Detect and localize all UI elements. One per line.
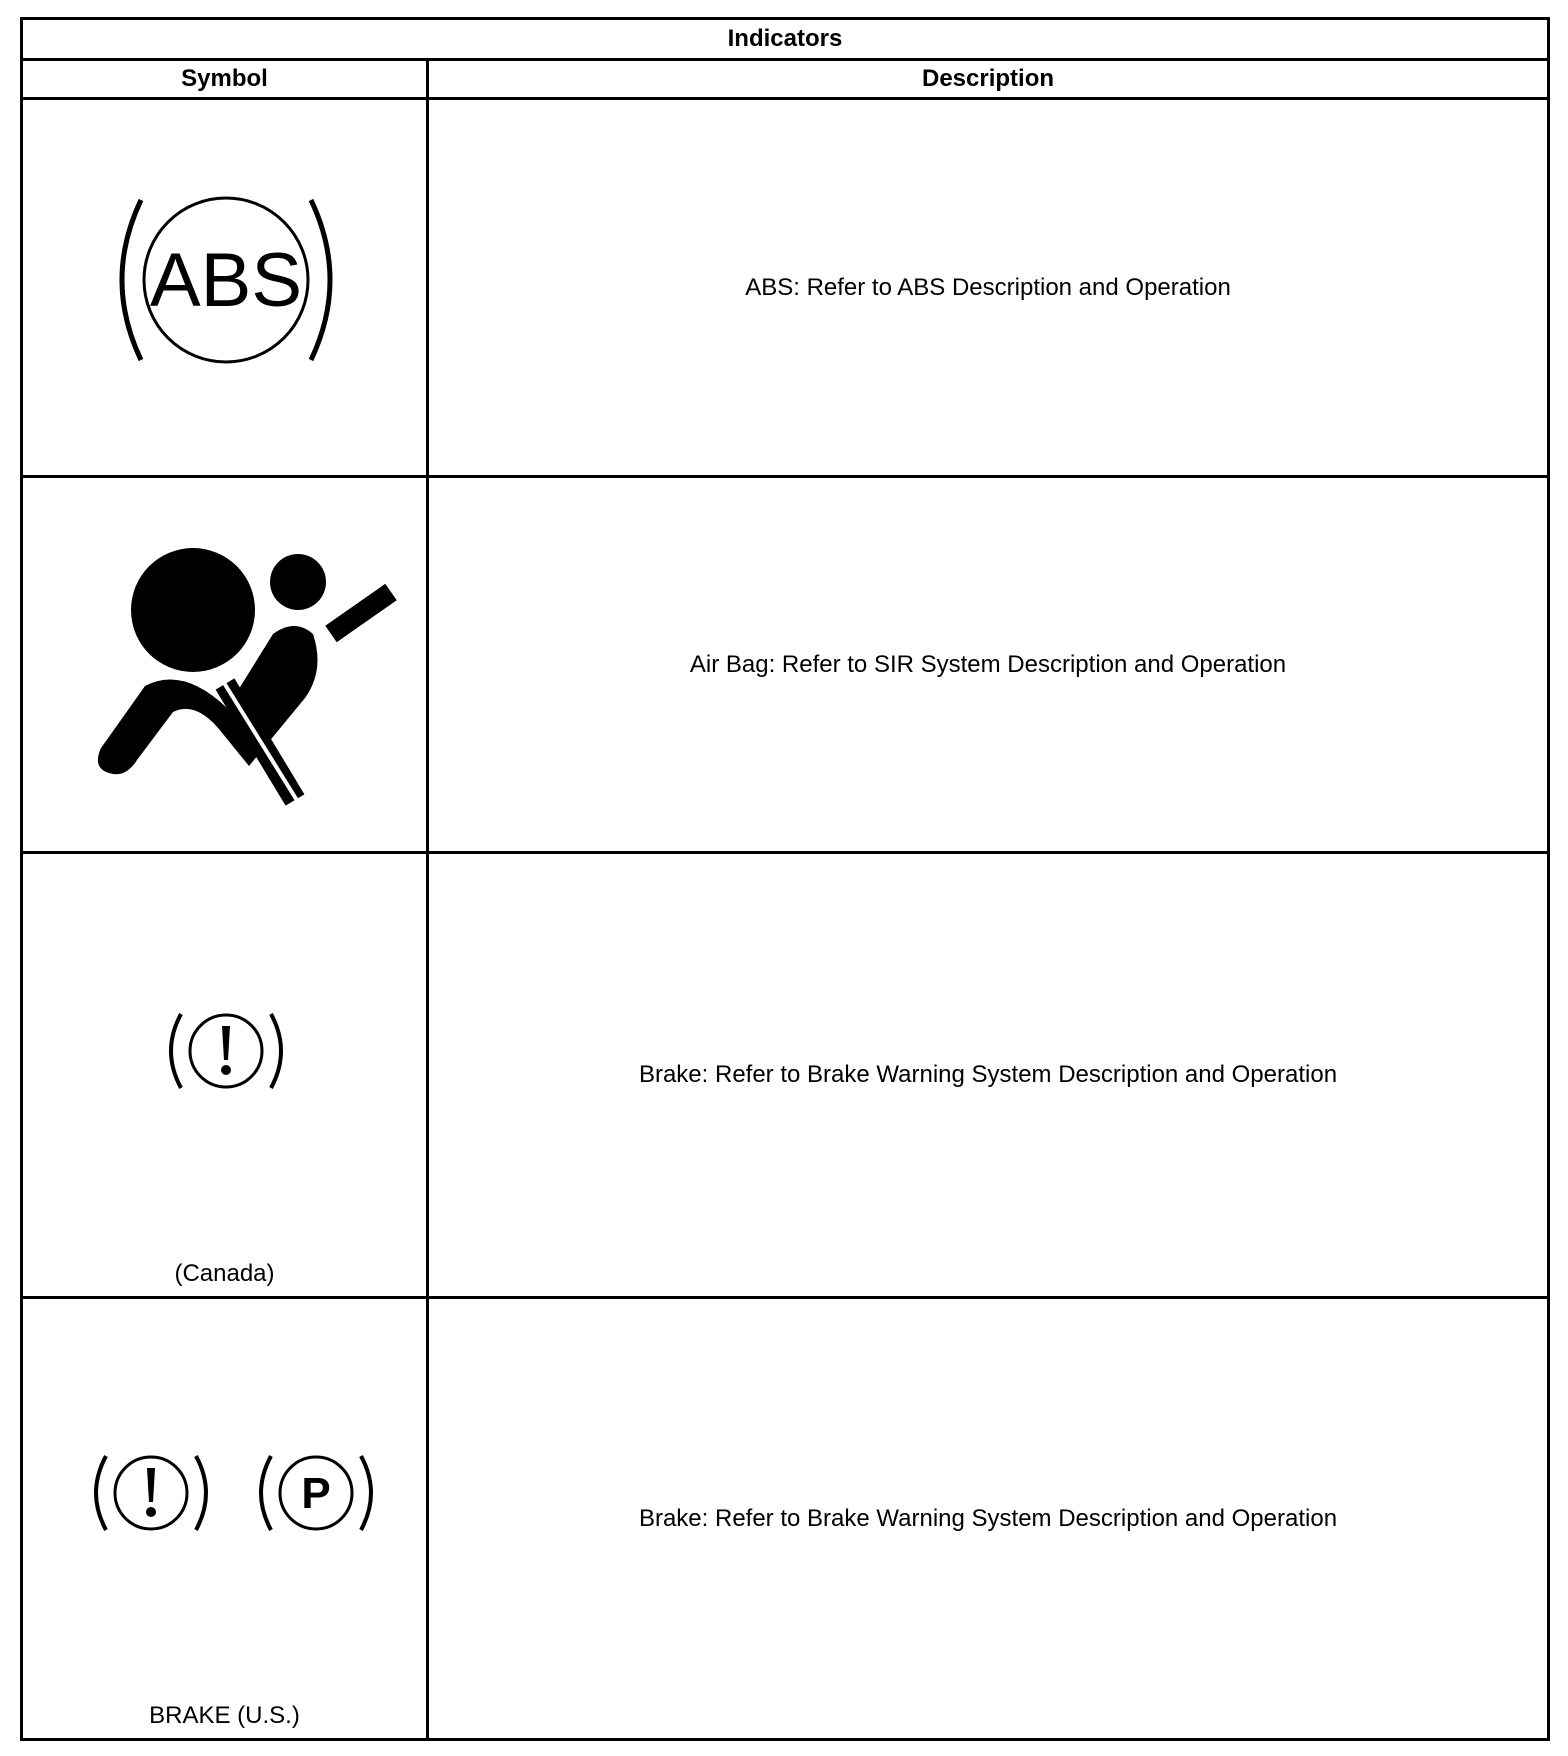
table-row	[22, 1298, 1549, 1740]
abs-symbol-text: ABS	[149, 238, 303, 323]
abs-warning-icon	[101, 195, 351, 385]
table-title-row	[22, 19, 1549, 60]
symbol-cell	[22, 477, 428, 853]
symbol-cell	[22, 853, 428, 1298]
symbol-column-header: Symbol	[22, 60, 428, 99]
table-row	[22, 477, 1549, 853]
description-cell: Air Bag: Refer to SIR System Description and Operation	[428, 477, 1549, 853]
parking-symbol-text: P	[301, 1469, 331, 1518]
table-row	[22, 853, 1549, 1298]
parking-brake-icon	[261, 1456, 371, 1530]
table-title: Indicators	[22, 19, 1549, 60]
description-column-header: Description	[428, 60, 1549, 99]
symbol-cell	[22, 1298, 428, 1740]
indicators-table	[20, 17, 1550, 1741]
description-cell: Brake: Refer to Brake Warning System Description and Operation	[428, 853, 1549, 1298]
brake-exclamation-icon	[161, 1008, 291, 1098]
table-row	[22, 99, 1549, 477]
table-header-row	[22, 60, 1549, 99]
description-cell: Brake: Refer to Brake Warning System Description and Operation	[428, 1298, 1549, 1740]
brake-exclamation-icon	[96, 1456, 206, 1530]
symbol-cell	[22, 99, 428, 477]
symbol-caption: (Canada)	[174, 1260, 275, 1287]
description-cell: ABS: Refer to ABS Description and Operation	[428, 99, 1549, 477]
symbol-caption: BRAKE (U.S.)	[149, 1702, 300, 1729]
airbag-warning-icon	[73, 548, 403, 808]
brake-exclamation-and-parking-icon	[81, 1450, 381, 1540]
